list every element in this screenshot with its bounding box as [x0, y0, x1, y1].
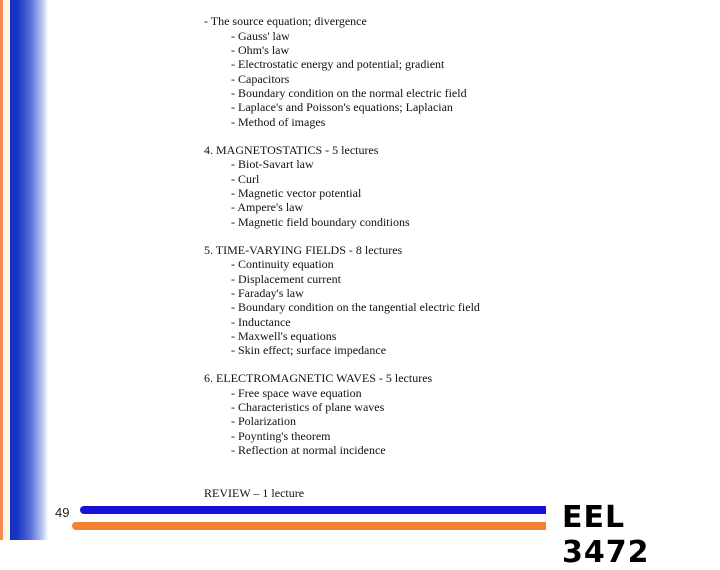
list-item: - Electrostatic energy and potential; gradient — [231, 57, 445, 71]
page-number: 49 — [55, 505, 70, 520]
list-item: - Biot-Savart law — [231, 157, 314, 171]
list-item: - Magnetic field boundary conditions — [231, 215, 410, 229]
left-blue-gradient — [10, 0, 48, 540]
list-item: - Skin effect; surface impedance — [231, 343, 387, 357]
list-item: - Polarization — [231, 414, 296, 428]
list-item: - Maxwell's equations — [231, 329, 337, 343]
orange-rule — [72, 522, 546, 530]
list-item: - Boundary condition on the normal electric field — [231, 86, 467, 100]
list-item: - Inductance — [231, 315, 291, 329]
course-title: EEL 3472 — [562, 500, 650, 570]
list-item: - Poynting's theorem — [231, 429, 331, 443]
section-heading: 4. MAGNETOSTATICS - 5 lectures — [204, 143, 379, 157]
list-item: - Capacitors — [231, 72, 290, 86]
list-item: - Laplace's and Poisson's equations; Laplacian — [231, 100, 453, 114]
list-item: - Boundary condition on the tangential electric field — [231, 300, 480, 314]
list-item: - Ampere's law — [231, 200, 304, 214]
section-heading: 6. ELECTROMAGNETIC WAVES - 5 lectures — [204, 371, 433, 385]
list-item: - Displacement current — [231, 272, 341, 286]
list-item: - Magnetic vector potential — [231, 186, 362, 200]
list-item: - Method of images — [231, 115, 326, 129]
list-item: - Free space wave equation — [231, 386, 362, 400]
list-item: - Curl — [231, 172, 260, 186]
list-item: - Faraday's law — [231, 286, 304, 300]
list-item: - Gauss' law — [231, 29, 290, 43]
list-item: - Characteristics of plane waves — [231, 400, 385, 414]
left-cream-stripe — [3, 0, 10, 540]
list-item: - Continuity equation — [231, 257, 334, 271]
section-heading: - The source equation; divergence — [204, 14, 367, 28]
list-item: - Reflection at normal incidence — [231, 443, 386, 457]
section-heading: 5. TIME-VARYING FIELDS - 8 lectures — [204, 243, 403, 257]
blue-rule — [80, 506, 546, 514]
list-item: - Ohm's law — [231, 43, 290, 57]
section-heading: REVIEW – 1 lecture — [204, 486, 305, 500]
